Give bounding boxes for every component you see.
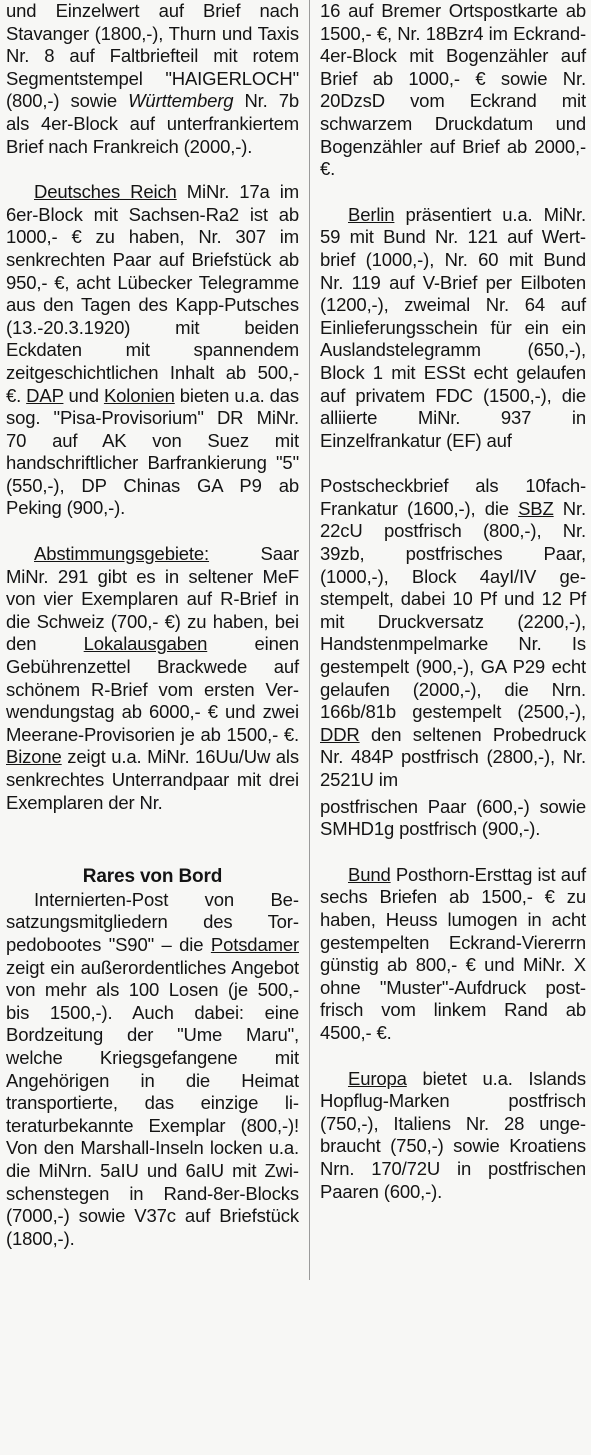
text: postfrischen Paar (600,-) sowie SMHD1g postfrisch (900,-). [320, 795, 586, 840]
right-column [320, 0, 586, 1203]
section-label-abstimmungsgebiete: Abstimmungsgebiete: [34, 543, 210, 565]
section-label-bizone: Bizone [6, 746, 62, 768]
paragraph-berlin [320, 204, 586, 453]
section-label-deutsches-reich: Deutsches Reich [34, 181, 177, 203]
text: Posthorn-Ersttag ist auf sechs Briefen ab 1500,- € zu haben, Heuss lumogen in acht gestempelten Eckrand-Viererrn günstig ab 800,- € und MiNr. X ohne "Muster"-Aufdruck postfrisch vom linkem Rand ab 4500,- €. [320, 863, 586, 1043]
paragraph-bremen-continuation [320, 0, 586, 181]
text: Saar MiNr. 291 gibt es in seltener MeF von vier Exemplaren auf R-Brief in die Schweiz (700,- €) zu haben, bei den [6, 543, 299, 655]
text: Internierten-Post von Besatzungsmitgliedern des Torpedobootes "S90" – die [6, 888, 299, 955]
section-heading-rares-von-bord: Rares von Bord [82, 866, 223, 888]
section-label-ddr: DDR [320, 723, 360, 745]
section-label-europa: Europa [348, 1067, 407, 1089]
section-label-lokalausgaben: Lokalausgaben [83, 633, 208, 655]
text: und Einzelwert auf Brief nach Stavanger (1800,-), Thurn und Taxis Nr. 8 auf Faltbriefteil mit rotem Segmentstempel "HAIGERLOCH" (800,-) sowie [6, 0, 299, 112]
paragraph-smhd [320, 796, 586, 841]
text: den seltenen Probedruck Nr. 484P postfrisch (2800,-), Nr. 2521U im [320, 723, 586, 790]
section-label-kolonien: Kolonien [103, 384, 175, 406]
paragraph-europa [320, 1068, 586, 1204]
text: zeigt u.a. MiNr. 16Uu/Uw als senkrechtes Unterrandpaar mit drei Exemplaren der Nr. [6, 746, 299, 813]
text: einen Gebührenzettel Brackwede auf schönem R-Brief vom ersten Verwendungstag ab 6000,- € und zwei Meerane-Provisorien je ab 1500,- €. [6, 633, 299, 745]
text: Nr. 22cU postfrisch (800,-), Nr. 39zb, postfrisches Paar, (1000,-), Block 4ayI/IV gestempelt, dabei 10 Pf und 12 Pf mit Druckversatz (2200,-), Handstenmpelmarke Nr. Is gestempelt (900,-), GA P29 echt gelaufen (2000,-), die Nrn. 166b/81b gestempelt (2500,-), [320, 497, 586, 723]
paragraph-deutsches-reich [6, 181, 299, 520]
text: 16 auf Bremer Ortspostkarte ab 1500,- €, Nr. 18Bzr4 im Eckrand-4er-Block mit Bogenzähler auf Brief ab 1000,- € sowie Nr. 20DzsD vom Eckrand mit schwarzem Druckdatum und Bogenzähler auf Brief ab 2000,- €. [320, 0, 586, 180]
section-label-potsdamer: Potsdamer [210, 933, 299, 955]
paragraph-bund [320, 864, 586, 1045]
text: Postscheckbrief als 10fach-Frankatur (1600,-), die [320, 475, 586, 519]
left-column [6, 0, 299, 1250]
section-label-berlin: Berlin [348, 203, 395, 225]
paragraph-rares-von-bord [6, 889, 299, 1251]
text: präsentiert u.a. MiNr. 59 mit Bund Nr. 121 auf Wertbrief (1000,-), Nr. 60 mit Bund Nr. 119 auf V-Brief per Eilboten (1200,-), zweimal Nr. 64 auf Einlieferungsschein für ein ein Auslandstelegramm (650,-), Block 1 mit ESSt echt gelaufen auf privatem FDC (1500,-), die alliierte MiNr. 937 in Einzelfrankatur (EF) auf [320, 203, 586, 451]
text-wuerttemberg: Württemberg [128, 90, 234, 112]
paragraph-sbz-ddr [320, 475, 586, 791]
text: bieten u.a. das sog. "Pisa-Provisorium" DR MiNr. 70 auf AK von Suez mit handschriftlicher Barfrankierung "5" (550,-), DP Chinas GA P9 ab Peking (900,-). [6, 384, 299, 519]
section-label-sbz: SBZ [518, 497, 554, 519]
section-label-bund: Bund [348, 863, 391, 885]
paragraph-abstimmungsgebiete [6, 543, 299, 814]
text: MiNr. 17a im 6er-Block mit Sachsen-Ra2 ist ab 1000,- € zu haben, Nr. 307 im senkrechten Paar auf Briefstück ab 950,- €, acht Lübecker Telegramme aus den Tagen des Kapp-Putsches (13.-20.3.1920) mit beiden Eckdaten mit spannendem zeitgeschichtlichen Inhalt ab 500,- €. [6, 181, 299, 406]
column-divider [309, 0, 310, 1280]
text: und [63, 384, 104, 406]
text: Nr. 7b als 4er-Block auf unterfrankiertem Brief nach Frankreich (2000,-). [6, 90, 300, 157]
section-label-dap: DAP [26, 384, 64, 406]
text: bietet u.a. Islands Hopflug-Marken postfrisch (750,-), Italiens Nr. 28 ungebraucht (750,-) sowie Kroatiens Nrn. 170/72U in postfrischen Paaren (600,-). [320, 1067, 586, 1202]
paragraph-intro-continuation [6, 0, 299, 158]
text: zeigt ein außerordentliches Angebot von mehr als 100 Losen (je 500,- bis 1500,-). Auch dabei: eine Bordzeitung der "Ume Maru", welche Kriegsgefangene mit Angehörigen in die Heimat transportierte, das einzige literaturbekannte Exemplar (800,-)! Von den Marshall-Inseln locken u.a. die MiNrn. 5aIU und 6aIU mit Zwischenstegen in Rand-8er-Blocks (7000,-) sowie V37c auf Briefstück (1800,-). [6, 956, 299, 1249]
